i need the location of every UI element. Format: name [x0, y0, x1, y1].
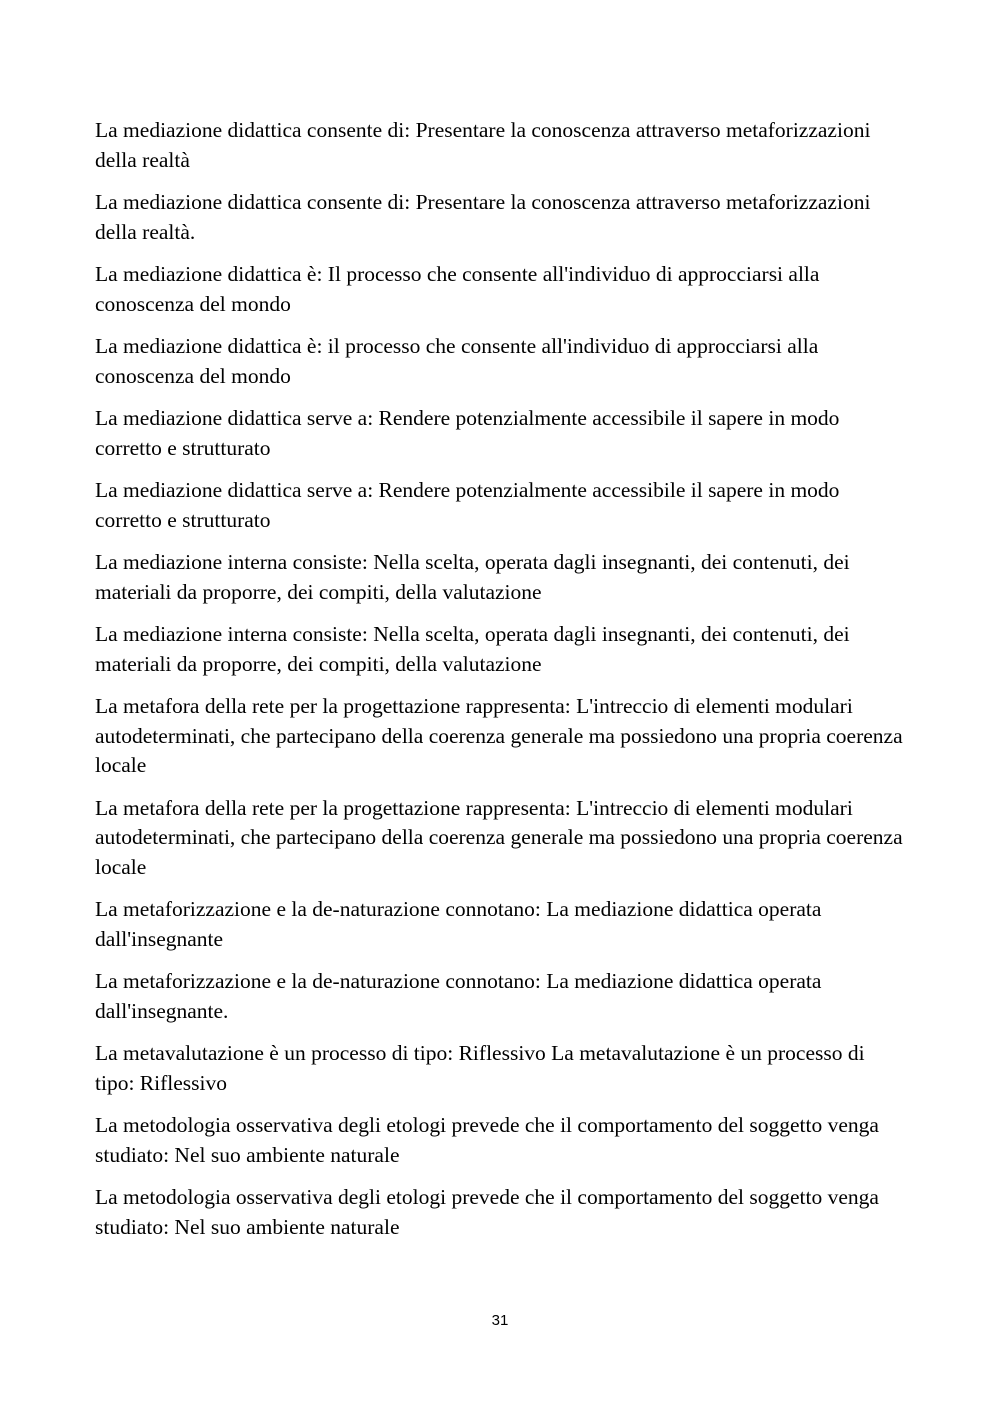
paragraph-7: La mediazione interna consiste: Nella scelta, operata dagli insegnanti, dei contenuti, dei materiali da proporre, dei compiti, della valutazione — [95, 550, 850, 604]
paragraph-8: La mediazione interna consiste: Nella scelta, operata dagli insegnanti, dei contenuti, dei materiali da proporre, dei compiti, della valutazione — [95, 622, 850, 676]
page-number: 31 — [491, 1312, 509, 1329]
paragraph-1: La mediazione didattica consente di: Presentare la conoscenza attraverso metaforizzazioni della realtà — [95, 118, 871, 172]
paragraph-10: La metafora della rete per la progettazione rappresenta: L'intreccio di elementi modulari autodeterminati, che partecipano della coerenza generale ma possiedono una propria coerenza locale — [95, 795, 903, 879]
paragraph-4: La mediazione didattica è: il processo che consente all'individuo di approcciarsi alla conoscenza del mondo — [95, 334, 819, 388]
paragraph-6: La mediazione didattica serve a: Rendere potenzialmente accessibile il sapere in modo corretto e strutturato — [95, 478, 840, 532]
paragraph-15: La metodologia osservativa degli etologi prevede che il comportamento del soggetto venga studiato: Nel suo ambiente naturale — [95, 1185, 879, 1239]
paragraph-13: La metavalutazione è un processo di tipo: Riflessivo La metavalutazione è un processo di tipo: Riflessivo — [95, 1041, 865, 1095]
paragraph-9: La metafora della rete per la progettazione rappresenta: L'intreccio di elementi modulari autodeterminati, che partecipano della coerenza generale ma possiedono una propria coerenza locale — [95, 694, 903, 777]
paragraph-14: La metodologia osservativa degli etologi prevede che il comportamento del soggetto venga studiato: Nel suo ambiente naturale — [95, 1113, 879, 1167]
paragraph-11: La metaforizzazione e la de-naturazione connotano: La mediazione didattica operata dall'insegnante — [95, 897, 822, 951]
paragraph-5: La mediazione didattica serve a: Rendere potenzialmente accessibile il sapere in modo corretto e strutturato — [95, 406, 840, 460]
paragraph-2: La mediazione didattica consente di: Presentare la conoscenza attraverso metaforizzazioni della realtà. — [95, 190, 871, 244]
paragraph-3: La mediazione didattica è: Il processo che consente all'individuo di approcciarsi alla conoscenza del mondo — [95, 262, 820, 316]
page-content — [95, 116, 905, 1255]
paragraph-12: La metaforizzazione e la de-naturazione connotano: La mediazione didattica operata dall'insegnante. — [95, 969, 822, 1023]
